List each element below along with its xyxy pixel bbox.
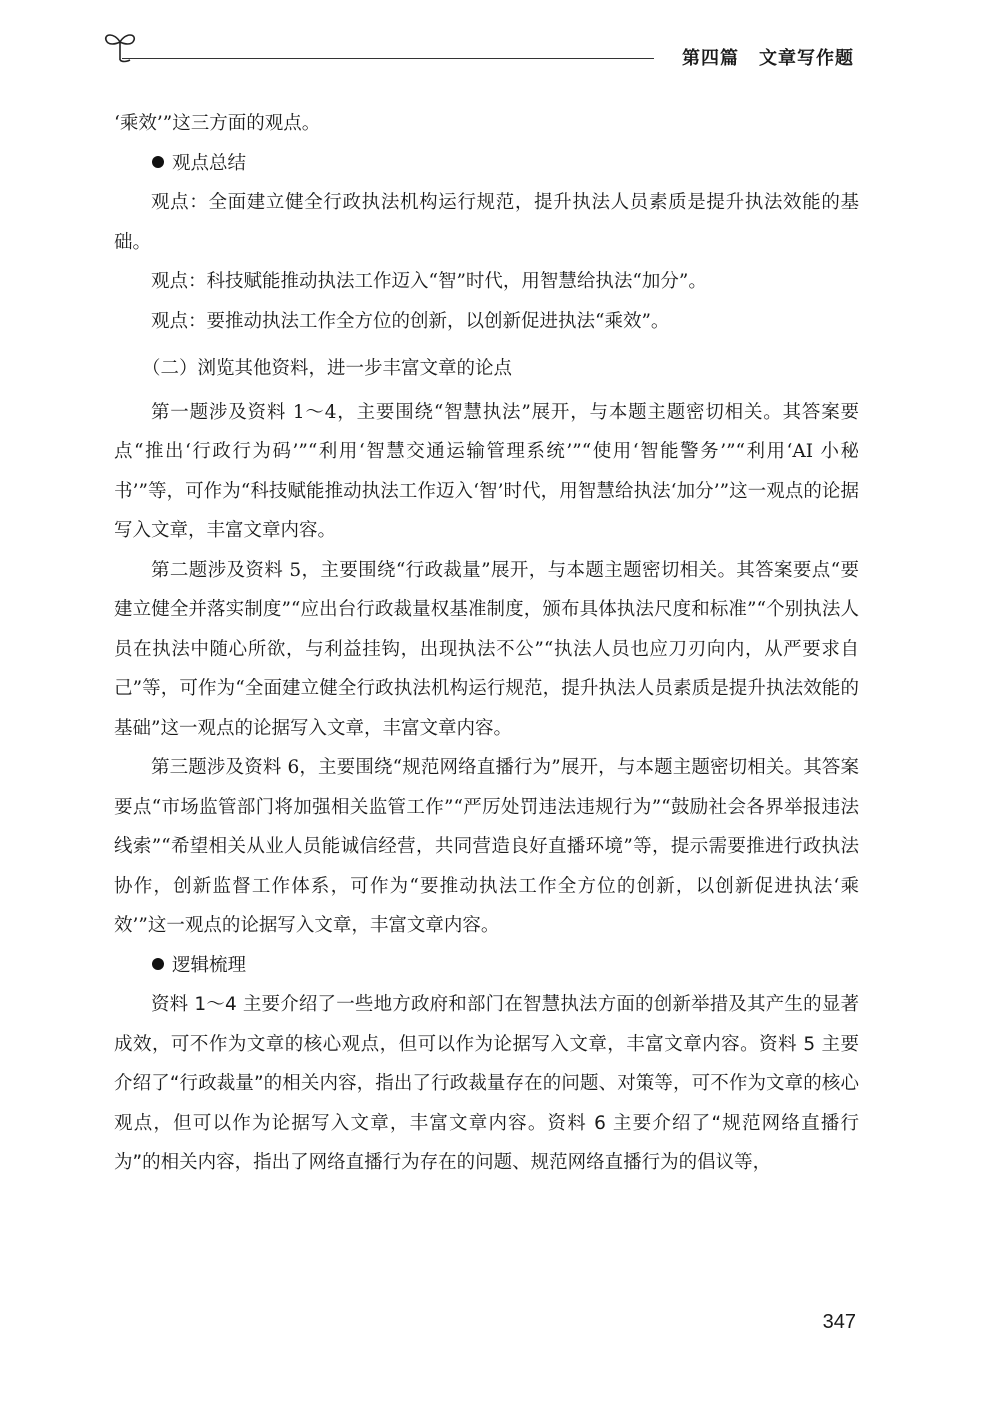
bullet-heading-text: 逻辑梳理 [172,954,247,976]
bullet-heading [114,946,859,986]
paragraph: 观点：要推动执法工作全方位的创新，以创新促进执法“乘效”。 [151,310,670,332]
header-title [682,44,854,70]
section-heading: （二）浏览其他资料，进一步丰富文章的论点 [142,358,513,379]
header-part: 第四篇 [682,48,739,69]
paragraph: 观点：全面建立健全行政执法机构运行规范，提升执法人员素质是提升执法效能的基础。 [114,192,859,253]
paragraph: 第三题涉及资料 6，主要围绕“规范网络直播行为”展开，与本题主题密切相关。其答案要点“市场监管部门将加强相关监管工作”“严厉处罚违法违规行为”“鼓励社会各界举报违法线索”“希望相关从业人员能诚信经营，共同营造良好直播环境”等，提示需要推进行政执法协作，创新监督工作体系，可作为“要推动执法工作全方位的创新，以创新促进执法‘乘效’”这一观点的论据写入文章，丰富文章内容。 [114,757,859,936]
bullet-dot-icon [152,156,164,168]
header-rule [122,58,654,59]
paragraph: 观点：科技赋能推动执法工作迈入“智”时代，用智慧给执法“加分”。 [151,271,707,292]
bullet-heading-text: 观点总结 [172,152,247,174]
page-number: 347 [822,1311,856,1333]
header-chapter: 文章写作题 [759,48,854,69]
paragraph: 第一题涉及资料 1～4，主要围绕“智慧执法”展开，与本题主题密切相关。其答案要点“推出‘行政行为码’”“利用‘智慧交通运输管理系统’”“使用‘智能警务’”“利用‘AI 小秘书’”等，可作为“科技赋能推动执法工作迈入‘智’时代，用智慧给执法‘加分’”这一观点的论据写入文章，丰富文章内容。 [114,401,859,541]
sprout-icon [100,26,140,66]
bullet-heading [114,144,859,184]
paragraph: 第二题涉及资料 5，主要围绕“行政裁量”展开，与本题主题密切相关。其答案要点“要建立健全并落实制度”“应出台行政裁量权基准制度，颁布具体执法尺度和标准”“个别执法人员在执法中随心所欲，与利益挂钩，出现执法不公”“执法人员也应刀刃向内，从严要求自己”等，可作为“全面建立健全行政执法机构运行规范，提升执法人员素质是提升执法效能的基础”这一观点的论据写入文章，丰富文章内容。 [114,559,859,739]
page-header [100,26,860,69]
bullet-dot-icon [152,958,164,970]
paragraph: ‘乘效’”这三方面的观点。 [114,113,321,134]
page-body [114,104,859,1183]
paragraph: 资料 1～4 主要介绍了一些地方政府和部门在智慧执法方面的创新举措及其产生的显著成效，可不作为文章的核心观点，但可以作为论据写入文章，丰富文章内容。资料 5 主要介绍了“行政裁量”的相关内容，指出了行政裁量存在的问题、对策等，可不作为文章的核心观点，但可以作为论据写入文章，丰富文章内容。资料 6 主要介绍了“规范网络直播行为”的相关内容，指出了网络直播行为存在的问题、规范网络直播行为的倡议等， [114,994,859,1173]
